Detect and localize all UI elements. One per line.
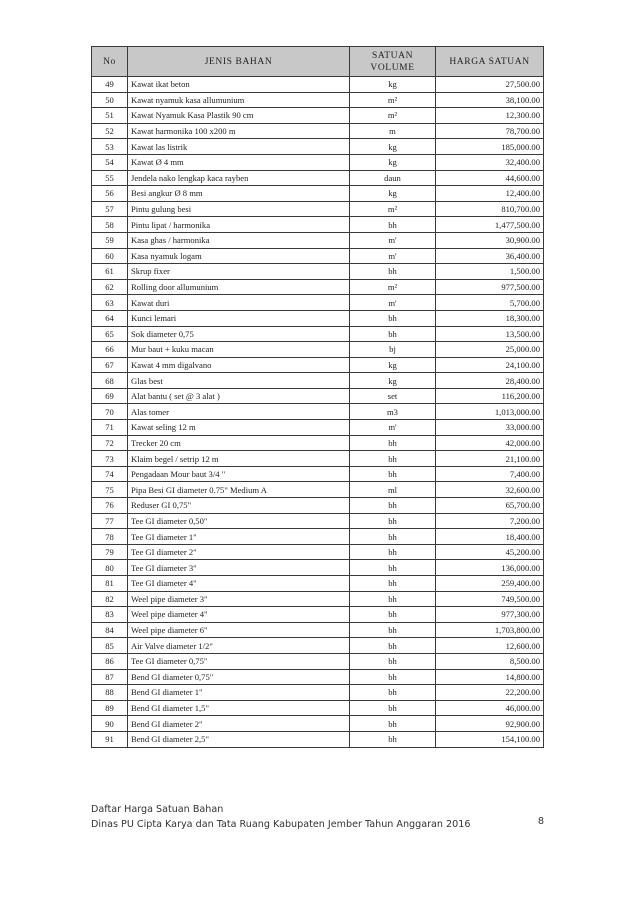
- row-no: 50: [92, 92, 128, 108]
- row-satuan: bh: [350, 576, 436, 592]
- row-no: 71: [92, 420, 128, 436]
- row-jenis-bahan: Pintu lipat / harmonika: [128, 217, 350, 233]
- row-jenis-bahan: Kunci lemari: [128, 310, 350, 326]
- row-harga-satuan: 1,013,000.00: [436, 404, 544, 420]
- row-no: 82: [92, 591, 128, 607]
- row-no: 74: [92, 466, 128, 482]
- table-row: [92, 357, 544, 373]
- row-jenis-bahan: Bend GI diameter 0,75": [128, 669, 350, 685]
- row-satuan: kg: [350, 186, 436, 202]
- row-harga-satuan: 8,500.00: [436, 653, 544, 669]
- row-no: 64: [92, 310, 128, 326]
- table-row: [92, 154, 544, 170]
- table-row: [92, 513, 544, 529]
- row-harga-satuan: 749,500.00: [436, 591, 544, 607]
- row-satuan: bh: [350, 544, 436, 560]
- row-harga-satuan: 977,300.00: [436, 607, 544, 623]
- row-no: 54: [92, 154, 128, 170]
- footer: [91, 802, 470, 832]
- row-no: 70: [92, 404, 128, 420]
- row-no: 61: [92, 264, 128, 280]
- row-satuan: m': [350, 232, 436, 248]
- row-no: 81: [92, 576, 128, 592]
- row-harga-satuan: 78,700.00: [436, 123, 544, 139]
- table-row: [92, 435, 544, 451]
- row-jenis-bahan: Reduser GI 0,75": [128, 498, 350, 514]
- table-row: [92, 638, 544, 654]
- row-jenis-bahan: Alat bantu ( set @ 3 alat ): [128, 388, 350, 404]
- row-no: 58: [92, 217, 128, 233]
- table-header-row: [92, 47, 544, 77]
- row-harga-satuan: 14,800.00: [436, 669, 544, 685]
- row-satuan: set: [350, 388, 436, 404]
- row-jenis-bahan: Tee GI diameter 0,75": [128, 653, 350, 669]
- row-jenis-bahan: Glas best: [128, 373, 350, 389]
- row-satuan: bh: [350, 451, 436, 467]
- row-harga-satuan: 45,200.00: [436, 544, 544, 560]
- row-jenis-bahan: Tee GI diameter 1": [128, 529, 350, 545]
- row-jenis-bahan: Kawat las listrik: [128, 139, 350, 155]
- row-no: 78: [92, 529, 128, 545]
- table-row: [92, 466, 544, 482]
- row-jenis-bahan: Sok diameter 0,75: [128, 326, 350, 342]
- table-row: [92, 529, 544, 545]
- row-harga-satuan: 136,000.00: [436, 560, 544, 576]
- row-no: 84: [92, 622, 128, 638]
- table-row: [92, 607, 544, 623]
- row-satuan: m': [350, 420, 436, 436]
- page-number: 8: [538, 816, 545, 827]
- row-jenis-bahan: Kasa nyamuk logam: [128, 248, 350, 264]
- row-harga-satuan: 810,700.00: [436, 201, 544, 217]
- row-jenis-bahan: Bend GI diameter 1": [128, 685, 350, 701]
- row-harga-satuan: 33,000.00: [436, 420, 544, 436]
- row-no: 60: [92, 248, 128, 264]
- row-satuan: bh: [350, 498, 436, 514]
- row-harga-satuan: 28,400.00: [436, 373, 544, 389]
- row-satuan: bh: [350, 638, 436, 654]
- row-no: 83: [92, 607, 128, 623]
- row-jenis-bahan: Bend GI diameter 2,5": [128, 731, 350, 747]
- row-harga-satuan: 92,900.00: [436, 716, 544, 732]
- row-satuan: bh: [350, 716, 436, 732]
- table-row: [92, 716, 544, 732]
- table-row: [92, 685, 544, 701]
- row-harga-satuan: 18,300.00: [436, 310, 544, 326]
- table-row: [92, 186, 544, 202]
- row-no: 86: [92, 653, 128, 669]
- row-satuan: bh: [350, 560, 436, 576]
- row-satuan: bh: [350, 685, 436, 701]
- row-jenis-bahan: Pintu gulung besi: [128, 201, 350, 217]
- row-jenis-bahan: Klaim begel / setrip 12 m: [128, 451, 350, 467]
- header-satuan: SATUAN: [371, 50, 414, 61]
- row-no: 90: [92, 716, 128, 732]
- row-no: 87: [92, 669, 128, 685]
- row-jenis-bahan: Tee GI diameter 0,50": [128, 513, 350, 529]
- row-harga-satuan: 154,100.00: [436, 731, 544, 747]
- table-row: [92, 217, 544, 233]
- row-jenis-bahan: Kawat Ø 4 mm: [128, 154, 350, 170]
- row-jenis-bahan: Weel pipe diameter 6": [128, 622, 350, 638]
- table-row: [92, 248, 544, 264]
- row-jenis-bahan: Weel pipe diameter 4": [128, 607, 350, 623]
- table-row: [92, 591, 544, 607]
- row-jenis-bahan: Tee GI diameter 2": [128, 544, 350, 560]
- row-satuan: m²: [350, 92, 436, 108]
- row-no: 77: [92, 513, 128, 529]
- table-row: [92, 123, 544, 139]
- row-no: 67: [92, 357, 128, 373]
- table-row: [92, 326, 544, 342]
- row-no: 62: [92, 279, 128, 295]
- header-jenis-bahan: JENIS BAHAN: [128, 47, 350, 77]
- row-jenis-bahan: Rolling door allumunium: [128, 279, 350, 295]
- row-harga-satuan: 65,700.00: [436, 498, 544, 514]
- row-harga-satuan: 22,200.00: [436, 685, 544, 701]
- row-harga-satuan: 18,400.00: [436, 529, 544, 545]
- table-row: [92, 482, 544, 498]
- table-row: [92, 404, 544, 420]
- row-satuan: ml: [350, 482, 436, 498]
- row-harga-satuan: 185,000.00: [436, 139, 544, 155]
- row-jenis-bahan: Tee GI diameter 3": [128, 560, 350, 576]
- table-row: [92, 201, 544, 217]
- row-jenis-bahan: Pipa Besi GI diameter 0.75" Medium A: [128, 482, 350, 498]
- row-no: 52: [92, 123, 128, 139]
- row-satuan: kg: [350, 373, 436, 389]
- table-row: [92, 373, 544, 389]
- row-jenis-bahan: Bend GI diameter 1,5": [128, 700, 350, 716]
- row-no: 79: [92, 544, 128, 560]
- row-jenis-bahan: Alas tomer: [128, 404, 350, 420]
- table-row: [92, 310, 544, 326]
- row-jenis-bahan: Bend GI diameter 2": [128, 716, 350, 732]
- row-harga-satuan: 27,500.00: [436, 77, 544, 93]
- row-satuan: m': [350, 295, 436, 311]
- row-no: 75: [92, 482, 128, 498]
- header-harga-satuan: HARGA SATUAN: [436, 47, 544, 77]
- table-row: [92, 264, 544, 280]
- table-row: [92, 279, 544, 295]
- row-jenis-bahan: Mur baut + kuku macan: [128, 342, 350, 358]
- row-harga-satuan: 12,400.00: [436, 186, 544, 202]
- price-table: [91, 46, 544, 748]
- table-row: [92, 451, 544, 467]
- table-row: [92, 498, 544, 514]
- row-satuan: bh: [350, 264, 436, 280]
- row-jenis-bahan: Jendela nako lengkap kaca rayben: [128, 170, 350, 186]
- row-harga-satuan: 12,600.00: [436, 638, 544, 654]
- row-satuan: m²: [350, 279, 436, 295]
- row-harga-satuan: 1,477,500.00: [436, 217, 544, 233]
- row-satuan: bh: [350, 607, 436, 623]
- row-jenis-bahan: Kasa ghas / harmonika: [128, 232, 350, 248]
- row-harga-satuan: 38,100.00: [436, 92, 544, 108]
- row-no: 72: [92, 435, 128, 451]
- table-row: [92, 139, 544, 155]
- row-no: 51: [92, 108, 128, 124]
- row-satuan: m²: [350, 201, 436, 217]
- row-no: 65: [92, 326, 128, 342]
- row-harga-satuan: 36,400.00: [436, 248, 544, 264]
- row-satuan: bh: [350, 529, 436, 545]
- row-jenis-bahan: Pengadaan Mour baut 3/4 ": [128, 466, 350, 482]
- table-row: [92, 295, 544, 311]
- header-satuan-volume: [350, 47, 436, 77]
- row-no: 91: [92, 731, 128, 747]
- row-harga-satuan: 44,600.00: [436, 170, 544, 186]
- row-jenis-bahan: Kawat harmonika 100 x200 m: [128, 123, 350, 139]
- table-row: [92, 731, 544, 747]
- row-satuan: bh: [350, 435, 436, 451]
- row-harga-satuan: 25,000.00: [436, 342, 544, 358]
- row-harga-satuan: 259,400.00: [436, 576, 544, 592]
- table-row: [92, 700, 544, 716]
- footer-title: Daftar Harga Satuan Bahan: [91, 804, 224, 815]
- row-satuan: daun: [350, 170, 436, 186]
- row-satuan: bh: [350, 513, 436, 529]
- row-no: 63: [92, 295, 128, 311]
- row-jenis-bahan: Tee GI diameter 4": [128, 576, 350, 592]
- row-no: 69: [92, 388, 128, 404]
- row-harga-satuan: 7,400.00: [436, 466, 544, 482]
- table-row: [92, 232, 544, 248]
- row-harga-satuan: 13,500.00: [436, 326, 544, 342]
- row-no: 68: [92, 373, 128, 389]
- row-jenis-bahan: Kawat 4 mm digalvano: [128, 357, 350, 373]
- row-satuan: bh: [350, 622, 436, 638]
- table-body: [92, 77, 544, 748]
- row-no: 85: [92, 638, 128, 654]
- row-satuan: bh: [350, 653, 436, 669]
- table-row: [92, 342, 544, 358]
- row-satuan: bh: [350, 326, 436, 342]
- table-row: [92, 170, 544, 186]
- row-satuan: bj: [350, 342, 436, 358]
- row-satuan: bh: [350, 310, 436, 326]
- row-harga-satuan: 12,300.00: [436, 108, 544, 124]
- row-jenis-bahan: Kawat seling 12 m: [128, 420, 350, 436]
- row-jenis-bahan: Kawat nyamuk kasa allumunium: [128, 92, 350, 108]
- table-row: [92, 92, 544, 108]
- row-harga-satuan: 30,900.00: [436, 232, 544, 248]
- row-harga-satuan: 46,000.00: [436, 700, 544, 716]
- row-harga-satuan: 42,000.00: [436, 435, 544, 451]
- row-satuan: m: [350, 123, 436, 139]
- row-satuan: bh: [350, 217, 436, 233]
- row-harga-satuan: 32,600.00: [436, 482, 544, 498]
- row-jenis-bahan: Trecker 20 cm: [128, 435, 350, 451]
- row-harga-satuan: 7,200.00: [436, 513, 544, 529]
- table-row: [92, 77, 544, 93]
- row-jenis-bahan: Kawat duri: [128, 295, 350, 311]
- row-harga-satuan: 116,200.00: [436, 388, 544, 404]
- row-jenis-bahan: Kawat Nyamuk Kasa Plastik 90 cm: [128, 108, 350, 124]
- row-satuan: bh: [350, 731, 436, 747]
- table-row: [92, 653, 544, 669]
- row-satuan: kg: [350, 77, 436, 93]
- row-satuan: bh: [350, 669, 436, 685]
- table-row: [92, 388, 544, 404]
- row-harga-satuan: 1,500.00: [436, 264, 544, 280]
- row-no: 49: [92, 77, 128, 93]
- row-no: 89: [92, 700, 128, 716]
- row-satuan: bh: [350, 700, 436, 716]
- row-harga-satuan: 21,100.00: [436, 451, 544, 467]
- row-satuan: kg: [350, 139, 436, 155]
- row-no: 73: [92, 451, 128, 467]
- footer-subtitle: Dinas PU Cipta Karya dan Tata Ruang Kabupaten Jember Tahun Anggaran 2016: [91, 819, 471, 830]
- row-harga-satuan: 977,500.00: [436, 279, 544, 295]
- row-jenis-bahan: Besi angkur Ø 8 mm: [128, 186, 350, 202]
- row-harga-satuan: 5,700.00: [436, 295, 544, 311]
- row-no: 59: [92, 232, 128, 248]
- row-no: 55: [92, 170, 128, 186]
- table-row: [92, 544, 544, 560]
- row-satuan: m': [350, 248, 436, 264]
- header-no: No: [92, 47, 128, 77]
- row-no: 56: [92, 186, 128, 202]
- row-satuan: kg: [350, 357, 436, 373]
- row-no: 80: [92, 560, 128, 576]
- row-no: 88: [92, 685, 128, 701]
- table-row: [92, 560, 544, 576]
- row-satuan: bh: [350, 591, 436, 607]
- row-no: 57: [92, 201, 128, 217]
- row-jenis-bahan: Skrup fixer: [128, 264, 350, 280]
- row-satuan: m3: [350, 404, 436, 420]
- row-harga-satuan: 1,703,800.00: [436, 622, 544, 638]
- table-row: [92, 622, 544, 638]
- table-row: [92, 669, 544, 685]
- row-jenis-bahan: Air Valve diameter 1/2": [128, 638, 350, 654]
- row-harga-satuan: 32,400.00: [436, 154, 544, 170]
- header-volume: VOLUME: [370, 62, 415, 73]
- row-no: 53: [92, 139, 128, 155]
- row-satuan: m²: [350, 108, 436, 124]
- table-row: [92, 576, 544, 592]
- row-harga-satuan: 24,100.00: [436, 357, 544, 373]
- row-satuan: kg: [350, 154, 436, 170]
- row-no: 76: [92, 498, 128, 514]
- table-row: [92, 108, 544, 124]
- row-jenis-bahan: Weel pipe diameter 3": [128, 591, 350, 607]
- table-row: [92, 420, 544, 436]
- row-no: 66: [92, 342, 128, 358]
- row-satuan: bh: [350, 466, 436, 482]
- row-jenis-bahan: Kawat ikat beton: [128, 77, 350, 93]
